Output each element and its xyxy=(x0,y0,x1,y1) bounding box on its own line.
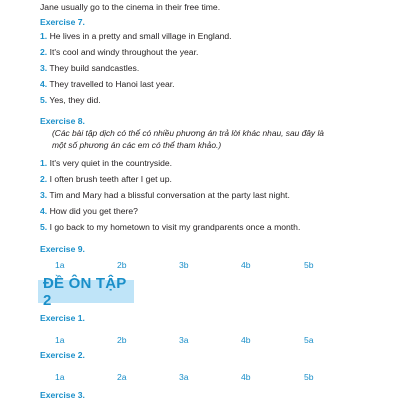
item-number: 2. xyxy=(40,47,48,57)
review-exercise-3-title: Exercise 3. xyxy=(40,390,85,400)
answer-cell: 1a xyxy=(55,372,65,382)
item-text: They build sandcastles. xyxy=(49,63,140,73)
top-text-line: Jane usually go to the cinema in their free time. xyxy=(40,2,221,12)
answer-cell: 1a xyxy=(55,260,65,270)
item-number: 4. xyxy=(40,79,48,89)
item-text: How did you get there? xyxy=(49,206,138,216)
item-text: They travelled to Hanoi last year. xyxy=(49,79,175,89)
list-item xyxy=(40,158,172,169)
item-text: It's very quiet in the countryside. xyxy=(49,158,173,168)
answer-cell: 4b xyxy=(241,372,251,382)
answer-cell: 3a xyxy=(179,372,189,382)
answer-cell: 2b xyxy=(117,335,127,345)
item-number: 1. xyxy=(40,158,48,168)
item-number: 5. xyxy=(40,222,48,232)
item-number: 3. xyxy=(40,63,48,73)
exercise-8-title: Exercise 8. xyxy=(40,116,85,126)
list-item xyxy=(40,79,175,90)
item-number: 5. xyxy=(40,95,48,105)
answer-cell: 4b xyxy=(241,260,251,270)
list-item xyxy=(40,95,101,106)
list-item xyxy=(40,190,290,201)
answer-cell: 3a xyxy=(179,335,189,345)
answer-cell: 1a xyxy=(55,335,65,345)
item-number: 3. xyxy=(40,190,48,200)
section-title-banner xyxy=(38,274,134,309)
note-line-1: (Các bài tập dịch có thể có nhiều phương án trả lời khác nhau, sau đây là xyxy=(52,128,324,138)
list-item xyxy=(40,47,198,58)
item-text: I go back to my hometown to visit my grandparents once a month. xyxy=(49,222,301,232)
item-text: It's cool and windy throughout the year. xyxy=(49,47,199,57)
item-number: 1. xyxy=(40,31,48,41)
item-text: Tim and Mary had a blissful conversation at the party last night. xyxy=(49,190,290,200)
list-item xyxy=(40,222,300,233)
list-item xyxy=(40,31,232,42)
answer-cell: 2b xyxy=(117,260,127,270)
item-number: 4. xyxy=(40,206,48,216)
list-item xyxy=(40,63,139,74)
review-exercise-2-title: Exercise 2. xyxy=(40,350,85,360)
answer-cell: 5b xyxy=(304,372,314,382)
review-exercise-1-title: Exercise 1. xyxy=(40,313,85,323)
exercise-8-note xyxy=(52,128,324,151)
answer-cell: 5a xyxy=(304,335,314,345)
list-item xyxy=(40,206,138,217)
note-line-2: một số phương án các em có thể tham khảo.) xyxy=(52,139,222,150)
item-text: He lives in a pretty and small village in England. xyxy=(49,31,232,41)
answer-cell: 5b xyxy=(304,260,314,270)
answer-cell: 3b xyxy=(179,260,189,270)
list-item xyxy=(40,174,172,185)
item-text: I often brush teeth after I get up. xyxy=(49,174,172,184)
item-text: Yes, they did. xyxy=(49,95,101,105)
section-title: ĐỀ ÔN TẬP 2 xyxy=(43,274,127,309)
exercise-7-title: Exercise 7. xyxy=(40,17,85,27)
item-number: 2. xyxy=(40,174,48,184)
exercise-9-title: Exercise 9. xyxy=(40,244,85,254)
answer-cell: 2a xyxy=(117,372,127,382)
answer-cell: 4b xyxy=(241,335,251,345)
